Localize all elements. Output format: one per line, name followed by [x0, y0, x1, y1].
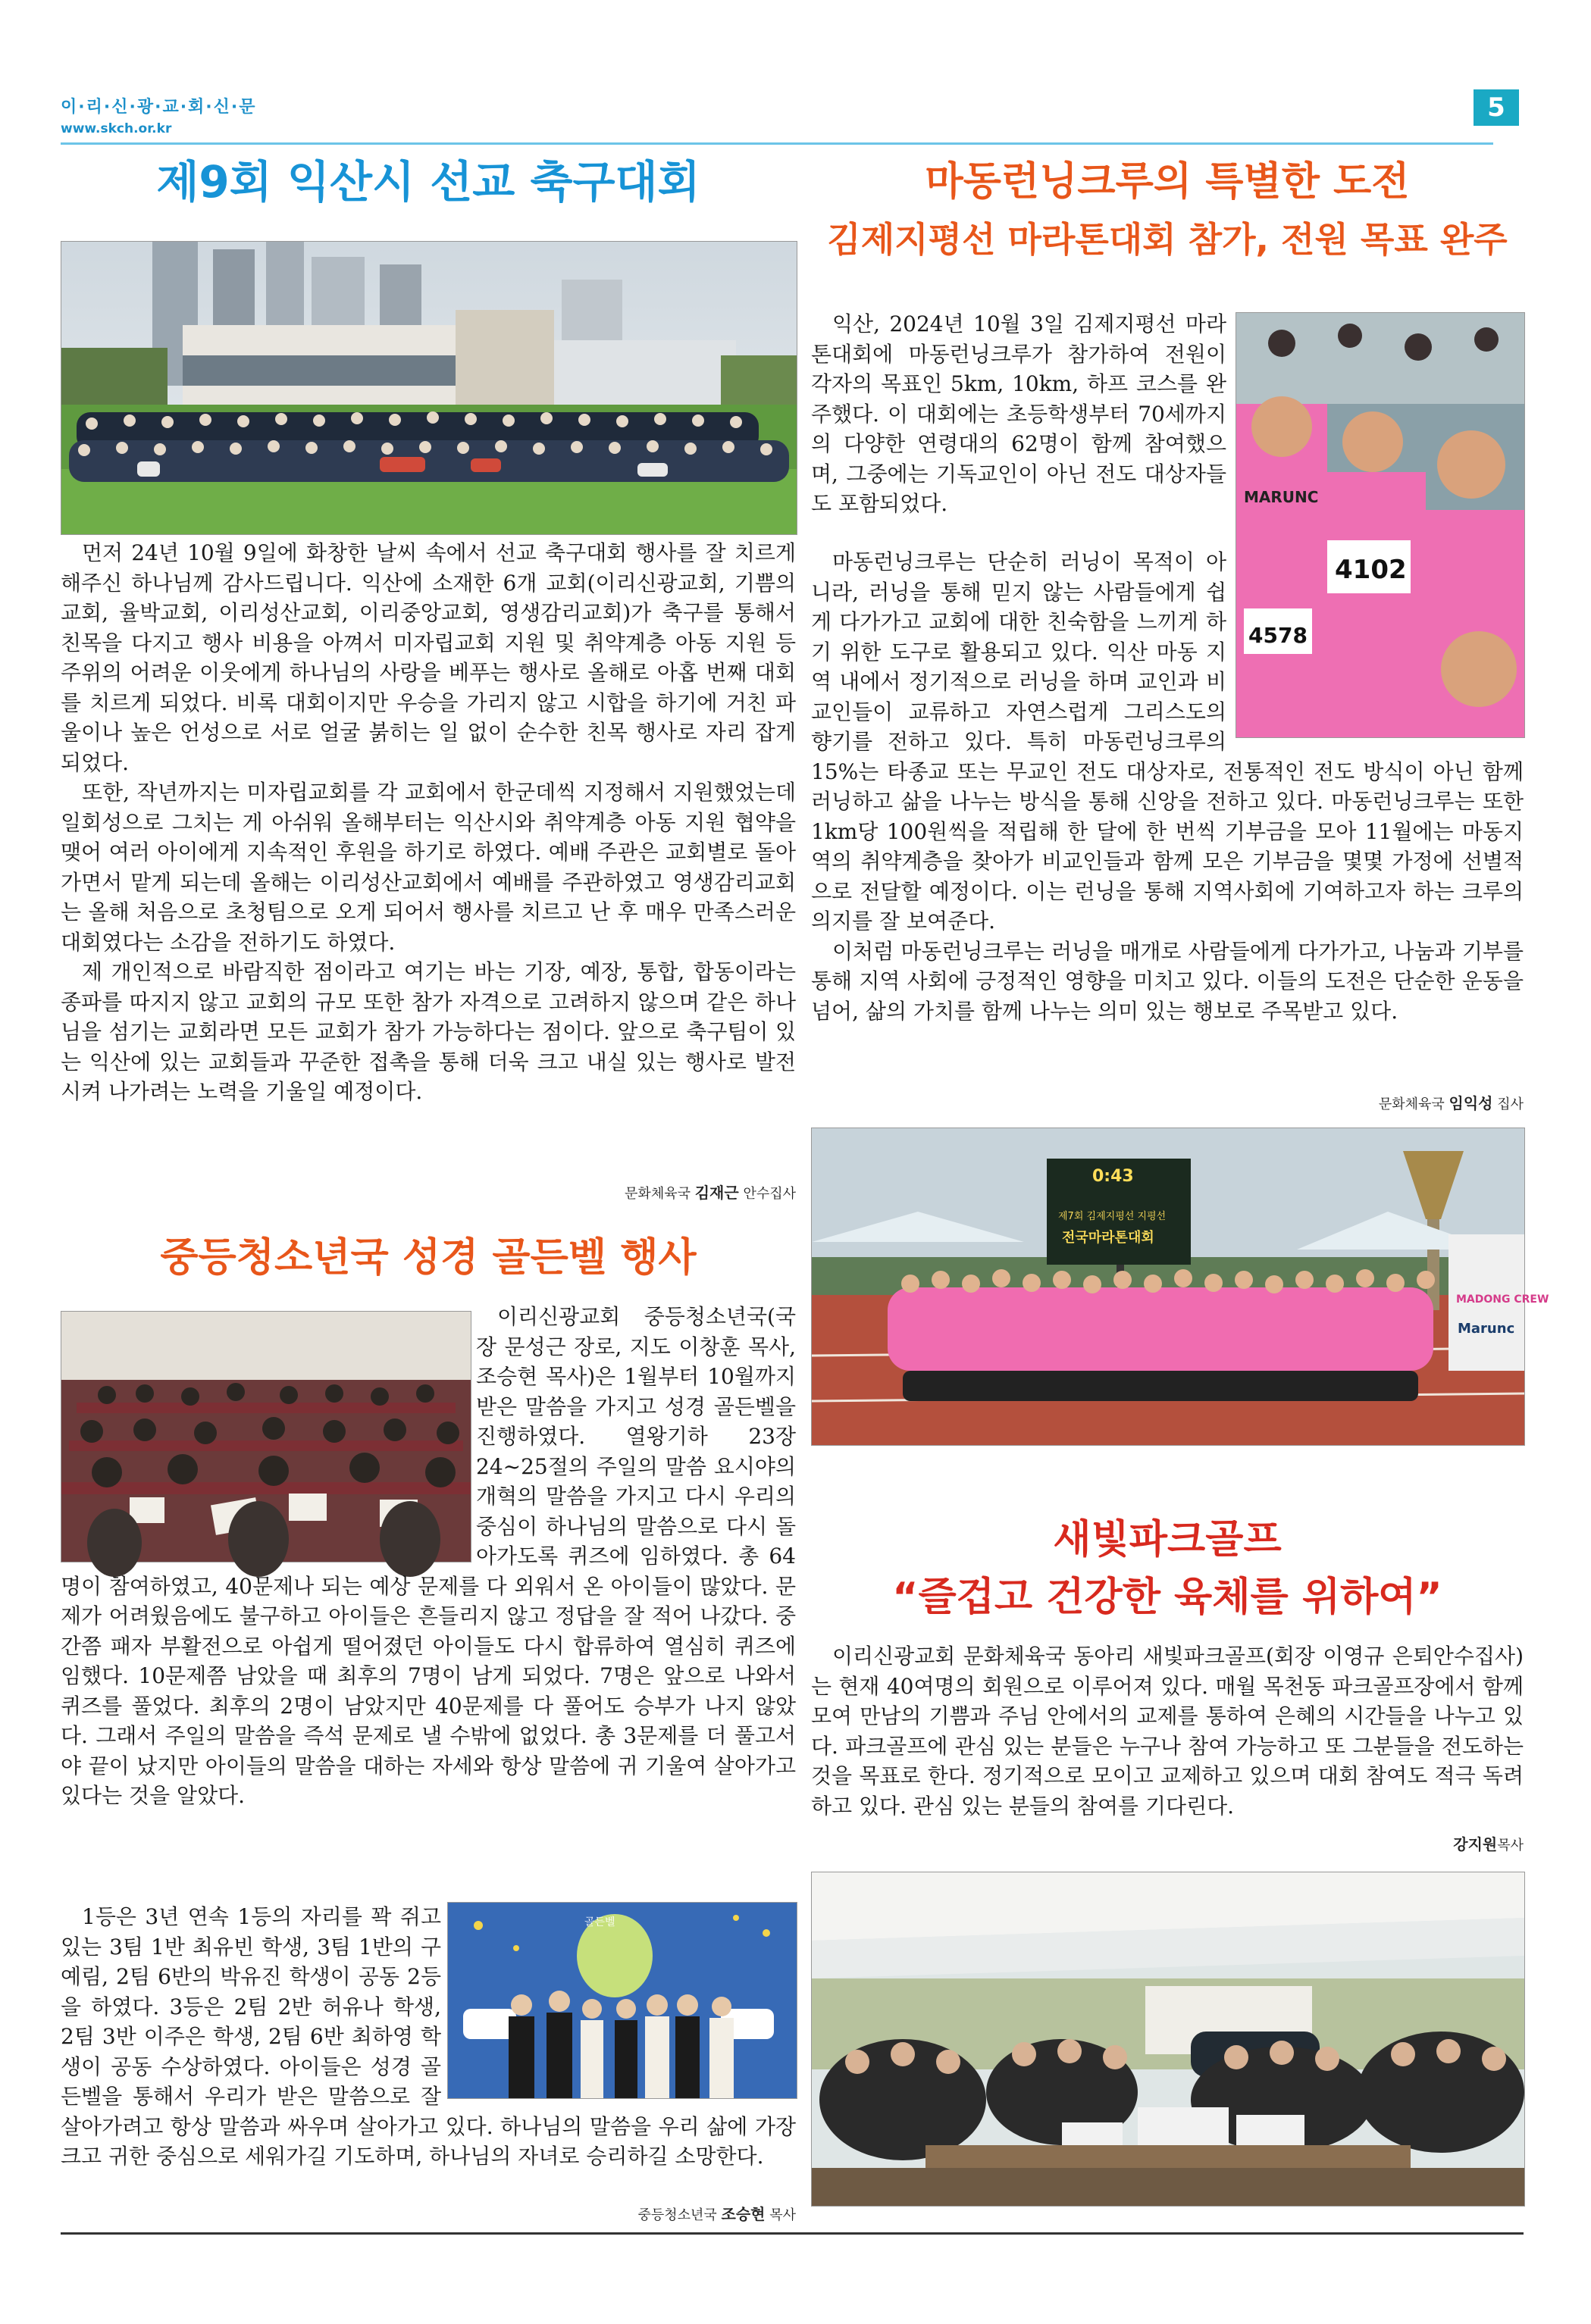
byline-title: 집사: [1497, 1096, 1524, 1112]
byline-dept: 문화체육국: [625, 1186, 691, 1202]
goldenbell-winners-photo: [447, 1902, 797, 2099]
article2-title-line1: 마동런닝크루의 특별한 도전: [925, 159, 1410, 205]
article2-paragraph: 마동런닝크루는 단순히 러닝이 목적이 아니라, 러닝을 통해 믿지 않는 사람들에게 쉽게 다가가고 교회에 대한 친숙함을 느끼게 하기 위한 도구로 활용되고 있다. 익산 마동 지역 내에서 정기적으로 러닝을 하며 교인과 비교인들이 교류하고 자연스럽게 그리스도의 향기를 전하고 있다. 특히 마동런닝크루의 15%는 타종교 또는 무교인 전도 대상자로, 전통적인 전도 방식이 아닌 함께 러닝하고 삶을 나누는 방식을 통해 신앙을 전하고 있다. 마동런닝크루는 또한 1km당 100원씩을 적립해 한 달에 한 번씩 기부금을 모아 11월에는 마동지역의 취약계층을 찾아가 비교인들과 함께 모은 기부금을 몇몇 가정에 선별적으로 전달할 예정이다. 이는 런닝을 통해 지역사회에 기여하고자 하는 크루의 의지를 잘 보여준다.: [811, 549, 1524, 934]
byline-dept: 문화체육국: [1378, 1096, 1445, 1112]
article4-title-line1: 새빛파크골프: [1053, 1517, 1282, 1562]
byline-name: 조승현: [721, 2205, 766, 2223]
image-spacer: [61, 1302, 476, 1569]
goldenbell-sign: 골든벨: [584, 1916, 615, 1928]
byline-title: 목사: [769, 2207, 796, 2223]
article1-title: 제9회 익산시 선교 축구대회: [156, 156, 700, 208]
image-spacer: [1226, 547, 1524, 741]
madong-crew-sign: MADONG CREW: [1456, 1293, 1549, 1306]
soccer-team-photo: [61, 241, 797, 535]
page-number-badge: 5: [1474, 89, 1519, 126]
runner-bib-1: 4102: [1335, 555, 1407, 585]
park-golf-photo: [811, 1872, 1525, 2207]
byline-title: 목사: [1497, 1838, 1524, 1853]
marathon-clock: 0:43: [1092, 1167, 1134, 1186]
article2-paragraph: 익산, 2024년 10월 3일 김제지평선 마라톤대회에 마동런닝크루가 참가하여 전원이 각자의 목표인 5km, 10km, 하프 코스를 완주했다. 이 대회에는 초등학생부터 70세까지의 다양한 연령대의 62명이 함께 참여했으며, 그중에는 기독교인이 아닌 전도 대상자들도 포함되었다.: [811, 311, 1226, 516]
byline-name: 강지원: [1453, 1835, 1498, 1853]
article2-paragraph: 이처럼 마동런닝크루는 러닝을 매개로 사람들에게 다가가고, 나눔과 기부를 통해 지역 사회에 긍정적인 영향을 미치고 있다. 이들의 도전은 단순한 운동을 넘어, 삶의 가치를 함께 나누는 의미 있는 행보로 주목받고 있다.: [811, 938, 1524, 1024]
marunc-brand: Marunc: [1458, 1321, 1515, 1337]
article2-body-wrap: [811, 547, 1524, 1026]
article1-paragraph: 또한, 작년까지는 미자립교회를 각 교회에서 한군데씩 지정해서 지원했었는데 일회성으로 그치는 게 아쉬워 올해부터는 익산시와 취약계층 아동 지원 협약을 맺어 여러 아이에게 지속적인 후원을 하기로 하였다. 예배 주관은 교회별로 돌아가면서 맡게 되는데 올해는 이리성산교회에서 예배를 주관하였고 영생감리교회는 올해 처음으로 초청팀으로 오게 되어서 행사를 치르고 난 후 매우 만족스러운 대회였다는 소감을 전하기도 하였다.: [61, 780, 796, 955]
site-url[interactable]: www.skch.or.kr: [61, 121, 172, 136]
byline-name: 임익성: [1448, 1094, 1493, 1112]
marathon-banner-line1: 제7회 김제지평선 지평선: [1058, 1211, 1167, 1222]
article3-paragraph: 1등은 3년 연속 1등의 자리를 꽉 쥐고 있는 3팀 1반 최유빈 학생, 3팀 1반의 구예림, 2팀 6반의 박유진 학생이 공동 2등을 하였다. 3등은 2팀 2반 허유나 학생, 2팀 3반 이주은 학생, 2팀 6반 최하영 학생이 공동 수상하였다. 아이들은 성경 골든벨을 통해서 우리가 받은 말씀으로 잘 살아가려고 항상 말씀과 싸우며 살아가고 있다. 하나님의 말씀을 우리 삶에 가장 크고 귀한 중심으로 세워가길 기도하며, 하나님의 자녀로 승리하길 소망한다.: [61, 1904, 796, 2169]
marathon-group-photo: [811, 1128, 1549, 1446]
article1-paragraph: 먼저 24년 10월 9일에 화창한 날씨 속에서 선교 축구대회 행사를 잘 치르게 해주신 하나님께 감사드립니다. 익산에 소재한 6개 교회(이리신광교회, 기쁨의교회, 율박교회, 이리성산교회, 이리중앙교회, 영생감리교회)가 축구를 통해서 친목을 다지고 행사 비용을 아껴서 미자립교회 지원 및 취약계층 아동 지원 등 주위의 어려운 이웃에게 하나님의 사랑을 베푸는 행사로 올해로 아홉 번째 대회를 치르게 되었다. 비록 대회이지만 우승을 가리지 않고 시합을 하기에 거친 파울이나 높은 언성으로 서로 얼굴 붉히는 일 없이 순수한 친목 행사로 자리 잡게 되었다.: [61, 540, 796, 775]
article4-body: [811, 1641, 1524, 1821]
article3-title: 중등청소년국 성경 골든벨 행사: [160, 1235, 697, 1281]
footer-rule: [61, 2232, 1524, 2235]
article3-paragraph: 이리신광교회 중등청소년국(국장 문성근 장로, 지도 이창훈 목사, 조승현 목사)은 1월부터 10월까지 받은 말씀을 가지고 성경 골든벨을 진행하였다. 열왕기하 23장 24~25절의 주일의 말씀 요시야의 개혁의 말씀을 가지고 다시 우리의 중심이 하나님의 말씀으로 다시 돌아가도록 퀴즈에 임하였다. 총 64명이 참여하였고, 40문제나 되는 예상 문제를 다 외워서 온 아이들이 많았다. 문제가 어려웠음에도 불구하고 아이들은 흔들리지 않고 정답을 잘 적어 나갔다. 중간쯤 패자 부활전으로 아쉽게 떨어졌던 아이들도 다시 합류하여 열심히 퀴즈에 임했다. 10문제쯤 남았을 때 최후의 7명이 남게 되었다. 7명은 앞으로 나와서 퀴즈를 풀었다. 최후의 2명이 남았지만 40문제를 다 풀어도 승부가 나지 않았다. 그래서 주일의 말씀을 즉석 문제로 낼 수밖에 없었다. 총 3문제를 더 풀고서야 끝이 났지만 아이들의 말씀을 대하는 자세와 항상 말씀에 귀 기울여 살아가고 있다는 것을 알았다.: [61, 1304, 796, 1808]
article3-byline: [455, 2202, 796, 2224]
article2-byline: [811, 1091, 1524, 1113]
masthead: 이·리·신·광·교·회·신·문: [61, 98, 257, 117]
byline-name: 김재근: [694, 1184, 739, 1202]
header-rule: [61, 142, 1493, 145]
article4-byline: [1417, 1832, 1524, 1854]
runner-shirt-text: MARUNC: [1244, 488, 1319, 506]
article1-byline: [61, 1181, 796, 1203]
byline-dept: 중등청소년국: [637, 2207, 717, 2223]
runner-bib-2: 4578: [1248, 623, 1308, 648]
article2-body-top: [811, 309, 1226, 519]
article4-paragraph: 이리신광교회 문화체육국 동아리 새빛파크골프(회장 이영규 은퇴안수집사)는 현재 40여명의 회원으로 이루어져 있다. 매월 목천동 파크골프장에서 함께 모여 만남의 기쁨과 주님 안에서의 교제를 통하여 은혜의 시간들을 나누고 있다. 파크골프에 관심 있는 분들은 누구나 참여 가능하고 또 그분들을 전도하는 것을 목표로 한다. 정기적으로 모이고 교제하고 있으며 대회 참여도 적극 독려하고 있다. 관심 있는 분들의 참여를 기다린다.: [811, 1644, 1524, 1819]
byline-title: 안수집사: [743, 1186, 796, 1202]
article1-body: [61, 538, 796, 1107]
article3-body-wrap: [61, 1302, 796, 1811]
article4-title-line2: “즐겁고 건강한 육체를 위하여”: [892, 1575, 1442, 1620]
article2-title-line2: 김제지평선 마라톤대회 참가, 전원 목표 완주: [827, 219, 1508, 260]
article1-paragraph: 제 개인적으로 바람직한 점이라고 여기는 바는 기장, 예장, 통합, 합동이라는 종파를 따지지 않고 교회의 규모 또한 참가 자격으로 고려하지 않으며 같은 하나님을 섬기는 교회라면 모든 교회가 참가 가능하다는 점이다. 앞으로 축구팀이 있는 익산에 있는 교회들과 꾸준한 접촉을 통해 더욱 크고 내실 있는 행사로 발전시켜 나가려는 노력을 기울일 예정이다.: [61, 959, 796, 1104]
marathon-banner-line2: 전국마라톤대회: [1062, 1230, 1154, 1246]
